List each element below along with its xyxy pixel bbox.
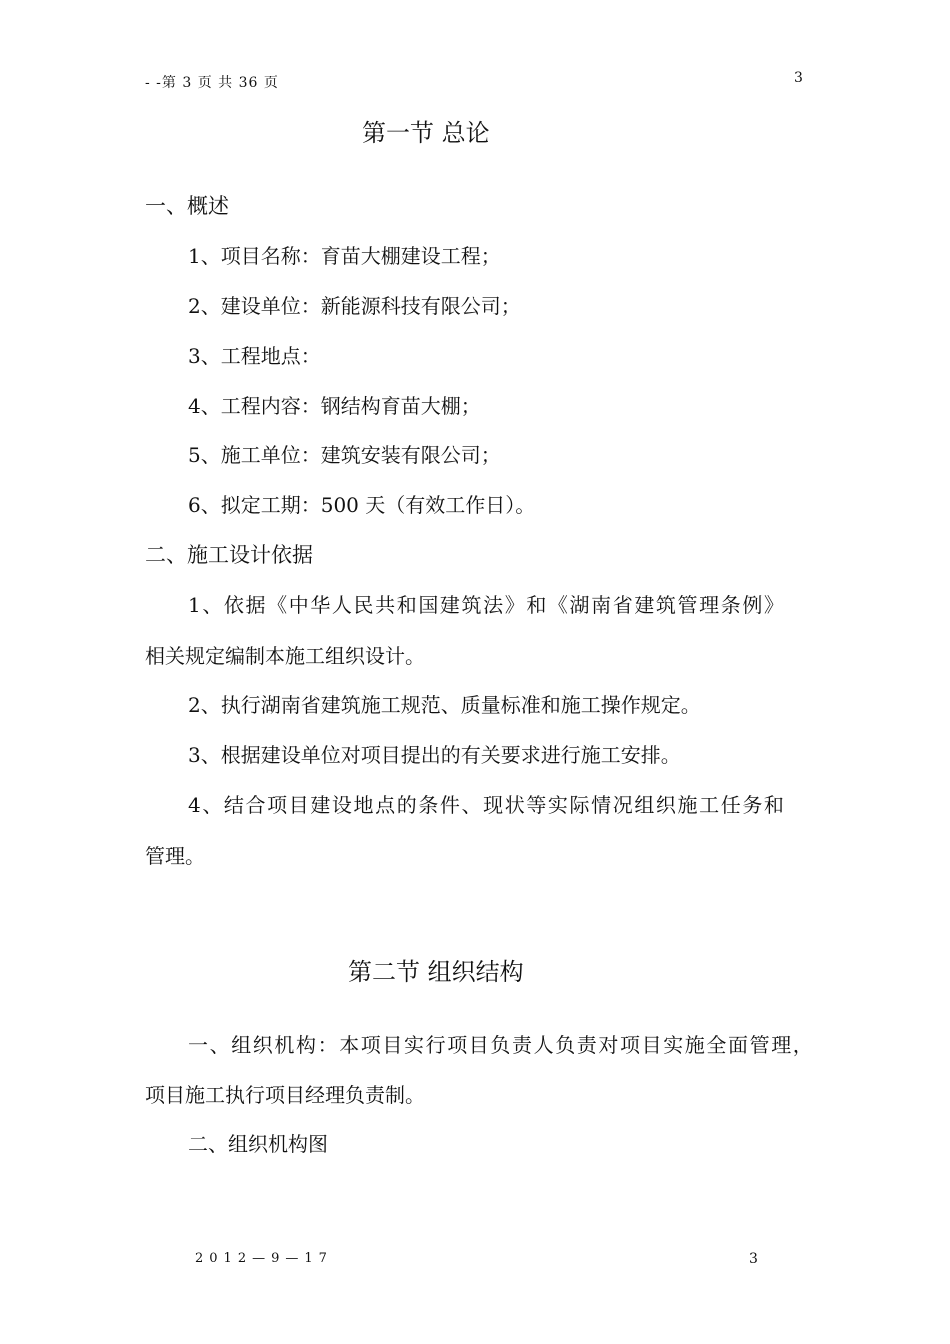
- org-chart-heading: 二、组织机构图: [188, 1132, 328, 1156]
- section2-title: 第二节 组织结构: [348, 958, 524, 986]
- overview-heading: 一、概述: [145, 194, 229, 218]
- header-page-info: - -第 3 页 共 36 页: [145, 75, 279, 91]
- footer-page-number: 3: [749, 1251, 758, 1267]
- overview-item-5: 5、施工单位：建筑安装有限公司；: [188, 443, 501, 467]
- basis-item-2: 2、执行湖南省建筑施工规范、质量标准和施工操作规定。: [188, 693, 701, 717]
- overview-item-2: 2、建设单位：新能源科技有限公司；: [188, 294, 521, 318]
- header-page-number: 3: [794, 70, 803, 86]
- basis-item-4-line-1: 4、结合项目建设地点的条件、现状等实际情况组织施工任务和: [188, 793, 786, 817]
- org-structure-line-1: 一、组织机构：本项目实行项目负责人负责对项目实施全面管理，: [188, 1033, 815, 1057]
- basis-item-1-line-1: 1、依据《中华人民共和国建筑法》和《湖南省建筑管理条例》: [188, 593, 786, 617]
- overview-item-3: 3、工程地点：: [188, 344, 321, 368]
- footer-date: 2012—9—17: [195, 1251, 333, 1266]
- basis-item-4-line-2: 管理。: [145, 844, 205, 868]
- overview-item-1: 1、项目名称：育苗大棚建设工程；: [188, 244, 501, 268]
- overview-item-4: 4、工程内容：钢结构育苗大棚；: [188, 394, 481, 418]
- overview-item-6: 6、拟定工期：500 天（有效工作日）。: [188, 493, 536, 517]
- basis-item-3: 3、根据建设单位对项目提出的有关要求进行施工安排。: [188, 743, 681, 767]
- basis-item-1-line-2: 相关规定编制本施工组织设计。: [145, 644, 425, 668]
- org-structure-line-2: 项目施工执行项目经理负责制。: [145, 1083, 425, 1107]
- section1-title: 第一节 总论: [362, 119, 490, 147]
- basis-heading: 二、施工设计依据: [145, 543, 313, 567]
